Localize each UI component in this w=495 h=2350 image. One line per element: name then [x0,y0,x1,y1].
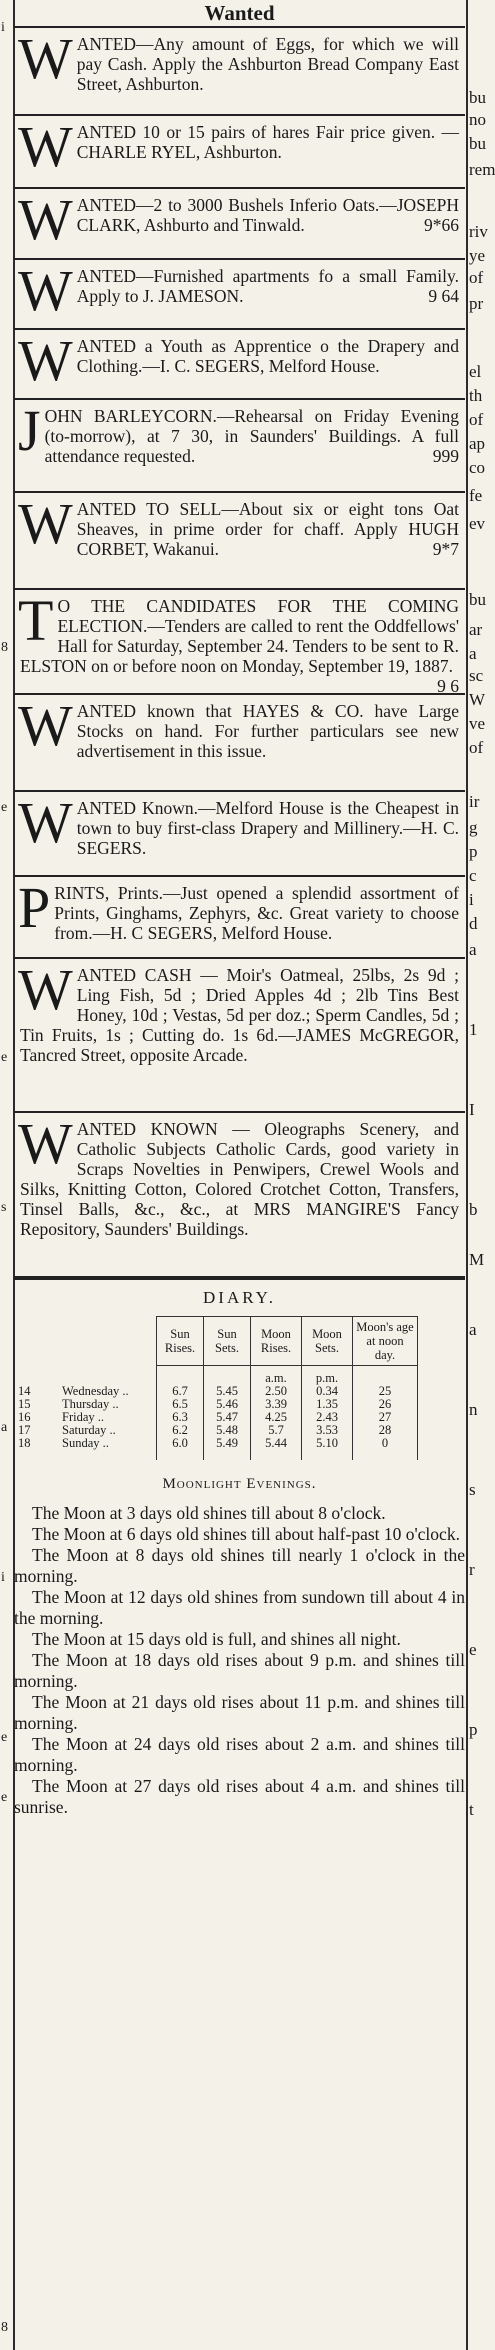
edge-fragment: s [469,1480,476,1499]
drop-cap: J [18,398,41,463]
edge-fragment: a [469,644,477,663]
advertisement [14,330,465,400]
diary-cell: 2.50 [251,1385,302,1398]
section-title: Wanted [14,0,465,28]
diary-cell: 2.43 [302,1411,353,1424]
diary-cell: Saturday .. [62,1423,116,1437]
edge-fragment: el [469,362,482,381]
advertisement-text: ANTED—Furnished apartments fo a small Family. Apply to J. JAMESON. [76,266,459,306]
drop-cap: W [18,328,73,393]
edge-fragment: p [469,842,478,861]
edge-fragment: e [1,1730,8,1745]
edge-fragment: of [469,268,484,287]
edge-fragment: 8 [1,2320,8,2335]
edge-fragment: e [1,1790,8,1805]
moonlight-line: The Moon at 15 days old is full, and shines all night. [32,1629,401,1649]
moonlight-line: The Moon at 12 days old shines from sundown till about 4 in the morning. [14,1587,465,1628]
moonlight-line: The Moon at 24 days old rises about 2 a.m. and shines till morning. [14,1734,465,1775]
diary-units-row [16,1366,418,1386]
diary-cell: Wednesday .. [62,1384,129,1398]
diary-unit [353,1366,418,1386]
edge-fragment: sc [469,666,484,685]
edge-fragment: ap [469,434,486,453]
edge-fragment: of [469,738,484,757]
advertisement [14,28,465,116]
diary-header: Sun Sets. [204,1317,251,1366]
drop-cap: T [18,588,54,653]
advertisement-code: 9 6 [437,676,459,696]
edge-fragment: ev [469,514,486,533]
diary-cell: 6.2 [157,1424,204,1437]
advertisement [14,493,465,590]
advertisement-code: 9 64 [428,286,459,306]
edge-fragment: pr [469,294,484,313]
edge-fragment: ir [469,792,480,811]
drop-cap: W [18,258,73,323]
advertisement-code: 9*66 [424,215,459,235]
drop-cap: W [18,114,73,179]
diary-unit [60,1366,157,1386]
advertisement [14,189,465,260]
diary-cell: 6.7 [157,1385,204,1398]
advertisement-text: RINTS, Prints.—Just opened a splendid assortment of Prints, Ginghams, Zephyrs, &c. Great variety to choose from.—H. C SEGERS, Melford House. [54,883,459,943]
edge-fragment: a [1,1420,8,1435]
diary-cell: Thursday .. [62,1397,119,1411]
diary-cell: 5.44 [251,1437,302,1460]
advertisement-code: 999 [432,446,459,466]
advertisement-text: ANTED—Any amount of Eggs, for which we will pay Cash. Apply the Ashburton Bread Company East Street, Ashburton. [76,34,459,94]
diary-cell: Sunday .. [62,1436,109,1450]
drop-cap: W [18,693,73,758]
edge-fragment: i [1,1570,5,1585]
advertisement-text: ANTED TO SELL—About six or eight tons Oat Sheaves, in prime order for chaff. Apply HUGH CORBET, Wakanui. [76,499,459,559]
diary-cell: 6.5 [157,1398,204,1411]
ads-list [14,28,465,1278]
moonlight-title: Moonlight Evenings. [162,1476,317,1492]
edge-fragment: bu [469,134,486,153]
diary-unit [204,1366,251,1386]
diary-cell: Friday .. [62,1410,105,1424]
moonlight-line: The Moon at 8 days old shines till nearly 1 o'clock in the morning. [14,1545,465,1586]
diary-cell: 1.35 [302,1398,353,1411]
diary-header-row [16,1317,418,1366]
edge-fragment: fe [469,486,483,505]
edge-fragment: i [1,20,5,35]
diary-cell: 5.46 [204,1398,251,1411]
diary-cell: 6.0 [157,1437,204,1460]
edge-fragment: no [469,110,486,129]
diary-unit: a.m. [251,1366,302,1386]
edge-fragment: c [469,866,477,885]
diary-section [14,1278,465,1460]
drop-cap: W [18,1111,73,1176]
edge-fragment: i [469,890,474,909]
diary-header: Moon Sets. [302,1317,353,1366]
diary-cell: 5.45 [204,1385,251,1398]
edge-fragment: g [469,818,478,837]
advertisement [14,959,465,1113]
drop-cap: W [18,790,73,855]
edge-fragment: ar [469,620,483,639]
advertisement-text: ANTED Known.—Melford House is the Cheapest in town to buy first-class Drapery and Millinery.—H. C. SEGERS. [76,798,459,858]
edge-fragment: W [469,690,486,709]
diary-cell: 15 [18,1397,31,1411]
advertisement-text: ANTED known that HAYES & CO. have Large Stocks on hand. For further particulars see new advertisement in this issue. [76,701,459,761]
diary-table [16,1316,418,1460]
drop-cap: W [18,491,73,556]
diary-unit [16,1366,60,1386]
advertisement [14,695,465,792]
edge-fragment: M [469,1250,485,1269]
wanted-column [14,0,465,2350]
moonlight-list [14,1503,465,1818]
advertisement-text: ANTED a Youth as Apprentice o the Drapery and Clothing.—I. C. SEGERS, Melford House. [76,336,459,376]
diary-cell: 5.49 [204,1437,251,1460]
advertisement [14,116,465,189]
edge-fragment: b [469,1200,478,1219]
right-edge-fragments [467,0,495,2350]
moonlight-line: The Moon at 3 days old shines till about 8 o'clock. [32,1503,386,1523]
diary-unit: p.m. [302,1366,353,1386]
diary-cell: 18 [18,1436,31,1450]
advertisement [14,1113,465,1278]
edge-fragment: 1 [469,1020,478,1039]
diary-cell: 27 [353,1411,418,1424]
diary-unit [157,1366,204,1386]
diary-cell: 25 [353,1385,418,1398]
diary-header [60,1317,157,1366]
edge-fragment: a [469,940,477,959]
edge-fragment: r [469,1560,475,1579]
edge-fragment: e [1,1050,8,1065]
diary-header: Moon Rises. [251,1317,302,1366]
moonlight-line: The Moon at 6 days old shines till about half-past 10 o'clock. [32,1524,460,1544]
moonlight-line: The Moon at 27 days old rises about 4 a.m. and shines till sunrise. [14,1776,465,1817]
diary-cell: 4.25 [251,1411,302,1424]
diary-cell: 26 [353,1398,418,1411]
edge-fragment: s [1,1200,7,1215]
advertisement [14,877,465,959]
advertisement [14,260,465,330]
diary-cell: 5.7 [251,1424,302,1437]
diary-title: DIARY. [14,1278,465,1316]
diary-cell: 28 [353,1424,418,1437]
drop-cap: W [18,26,73,91]
diary-cell: 5.10 [302,1437,353,1460]
advertisement-text: ANTED CASH — Moir's Oatmeal, 25lbs, 2s 9d ; Ling Fish, 5d ; Dried Apples 4d ; 2lb Tins Best Honey, 10d ; Vestas, 5d per doz.; Sperm Candles, 5d ; Tin Fruits, 1s ; Cutting do. 1s 6d.—JAMES McGREGOR, Tancred Street, opposite Arcade. [20,965,459,1065]
moonlight-line: The Moon at 18 days old rises about 9 p.m. and shines till morning. [14,1650,465,1691]
drop-cap: W [18,957,73,1022]
diary-cell: 3.39 [251,1398,302,1411]
edge-fragment: p [469,1720,478,1739]
left-edge-fragments [0,0,14,2350]
advertisement-text: OHN BARLEYCORN.—Rehearsal on Friday Evening (to-morrow), at 7 30, in Saunders' Buildings. A full attendance requested. [44,406,459,466]
advertisement-text: ANTED 10 or 15 pairs of hares Fair price given. — CHARLE RYEL, Ashburton. [76,122,459,162]
diary-cell: 17 [18,1423,31,1437]
edge-fragment: riv [469,222,488,241]
edge-fragment: t [469,1800,474,1819]
edge-fragment: e [1,800,8,815]
diary-cell: 0.34 [302,1385,353,1398]
advertisement-text: ANTED—2 to 3000 Bushels Inferio Oats.—JOSEPH CLARK, Ashburto and Tinwald. [76,195,459,235]
diary-header [16,1317,60,1366]
advertisement [14,590,465,695]
edge-fragment: rem [469,160,495,179]
edge-fragment: co [469,458,486,477]
diary-cell: 16 [18,1410,31,1424]
edge-fragment: I [469,1100,475,1119]
edge-fragment: e [469,1640,477,1659]
edge-fragment: ve [469,714,486,733]
edge-fragment: a [469,1320,477,1339]
diary-cell: 14 [18,1384,31,1398]
advertisement [14,792,465,877]
diary-row [16,1437,418,1460]
diary-cell: 0 [353,1437,418,1460]
moonlight-line: The Moon at 21 days old rises about 11 p.m. and shines till morning. [14,1692,465,1733]
advertisement [14,400,465,493]
edge-fragment: ye [469,246,486,265]
advertisement-text: ANTED KNOWN — Oleographs Scenery, and Catholic Subjects Catholic Cards, good variety in Scraps Novelties in Penwipers, Crewel Wools and Silks, Knitting Cotton, Colored Crotchet Cotton, Transfers, Tinsel Balls, &c., &c., at MRS MANGIRE'S Fancy Repository, Saunders' Buildings. [20,1119,459,1239]
drop-cap: P [18,875,51,940]
edge-fragment: of [469,410,484,429]
diary-cell: 6.3 [157,1411,204,1424]
diary-header: Sun Rises. [157,1317,204,1366]
edge-fragment: bu [469,88,486,107]
drop-cap: W [18,187,73,252]
diary-cell: 3.53 [302,1424,353,1437]
edge-fragment: 8 [1,640,8,655]
advertisement-code: 9*7 [432,539,459,559]
edge-fragment: bu [469,590,486,609]
diary-header: Moon's age at noon day. [353,1317,418,1366]
diary-cell: 5.48 [204,1424,251,1437]
edge-fragment: th [469,386,483,405]
advertisement-text: O THE CANDIDATES FOR THE COMING ELECTION.—Tenders are called to rent the Oddfellows' Hall for Saturday, September 24. Tenders to be sent to R. ELSTON on or before noon on Monday, September 19, 1887. [20,596,459,676]
edge-fragment: n [469,1400,478,1419]
edge-fragment: d [469,914,478,933]
diary-cell: 5.47 [204,1411,251,1424]
